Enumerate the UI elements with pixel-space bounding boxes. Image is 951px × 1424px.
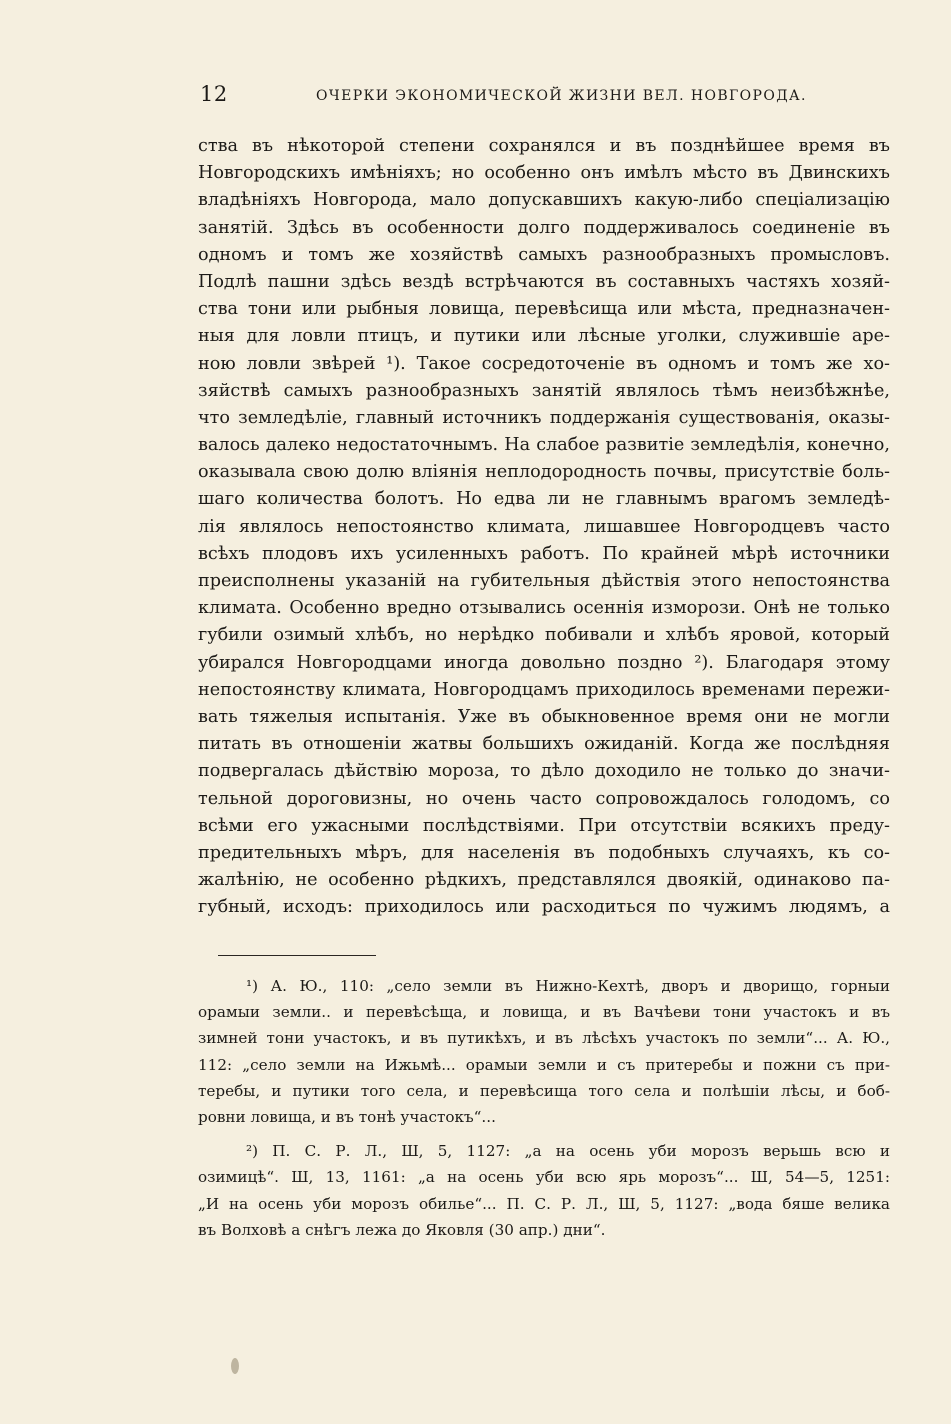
- footnotes: [198, 973, 890, 1243]
- footnote-line: зимней тони участокъ, и въ путикѣхъ, и въ лѣсѣхъ участокъ по земли“... А. Ю.,: [198, 1029, 890, 1048]
- footnote-line: ¹) А. Ю., 110: „село земли въ Нижно-Кехтѣ, дворъ и дворищо, горныи: [246, 977, 890, 995]
- text-line: подвергалась дѣйствію мороза, то дѣло доходило не только до значи-: [198, 761, 890, 782]
- text-line: занятій. Здѣсь въ особенности долго поддерживалось соединеніе въ: [198, 217, 890, 238]
- text-line: тельной дороговизны, но очень часто сопровождалось голодомъ, со: [198, 788, 890, 809]
- text-line: преисполнены указаній на губительныя дѣйствія этого непостоянства: [198, 571, 890, 591]
- text-line: губили озимый хлѣбъ, но нерѣдко побивали и хлѣбъ яровой, который: [198, 625, 890, 646]
- footnote-divider: [218, 955, 376, 956]
- text-line: владѣніяхъ Новгорода, мало допускавшихъ какую-либо спеціализацію: [198, 190, 890, 211]
- text-line: лія являлось непостоянство климата, лишавшее Новгородцевъ часто: [198, 516, 890, 537]
- footnote-line: ²) П. С. Р. Л., Ш, 5, 1127: „а на осень уби морозъ верьшь всю и: [246, 1142, 890, 1161]
- text-line: зяйствѣ самыхъ разнообразныхъ занятій являлось тѣмъ неизбѣжнѣе,: [198, 380, 890, 401]
- footnote-line: озимицѣ“. Ш, 13, 1161: „а на осень уби всю ярь морозъ“... Ш, 54—5, 1251:: [198, 1168, 890, 1187]
- page-number: 12: [200, 82, 228, 106]
- text-line: одномъ и томъ же хозяйствѣ самыхъ разнообразныхъ промысловъ.: [198, 244, 890, 265]
- text-line: валось далеко недостаточнымъ. На слабое развитіе земледѣлія, конечно,: [198, 435, 890, 456]
- text-line: ныя для ловли птицъ, и путики или лѣсные уголки, служившіе аре-: [198, 326, 890, 347]
- page-header: [200, 82, 890, 112]
- text-line: всѣхъ плодовъ ихъ усиленныхъ работъ. По крайней мѣрѣ источники: [198, 543, 890, 564]
- main-text: [198, 133, 890, 921]
- text-line: Подлѣ пашни здѣсь вездѣ встрѣчаются въ составныхъ частяхъ хозяй-: [198, 271, 890, 292]
- text-line: непостоянству климата, Новгородцамъ приходилось временами пережи-: [198, 679, 890, 700]
- text-line: питать въ отношеніи жатвы большихъ ожиданій. Когда же послѣдняя: [198, 734, 890, 755]
- text-line: предительныхъ мѣръ, для населенія въ подобныхъ случаяхъ, къ со-: [198, 842, 890, 863]
- text-line: ства въ нѣкоторой степени сохранялся и въ позднѣйшее время въ: [198, 136, 890, 156]
- footnote-line: 112: „село земли на Ижьмѣ... орамыи земли и съ притеребы и пожни съ при-: [198, 1055, 890, 1074]
- text-line: оказывала свою долю вліянія неплодородность почвы, присутствіе боль-: [198, 462, 890, 483]
- text-line: климата. Особенно вредно отзывались осеннія изморози. Онѣ не только: [198, 598, 890, 619]
- text-line: жалѣнію, не особенно рѣдкихъ, представлялся двоякій, одинаково па-: [198, 870, 890, 891]
- footnote-line: ровни ловища, и въ тонѣ участокъ“...: [198, 1107, 496, 1126]
- text-line: губный, исходъ: приходилось или расходиться по чужимъ людямъ, а: [198, 897, 890, 918]
- text-line: всѣми его ужасными послѣдствіями. При отсутствіи всякихъ преду-: [198, 815, 890, 836]
- footnote-line: „И на осень уби морозъ обилье“... П. С. Р. Л., Ш, 5, 1127: „вода бяше велика: [198, 1194, 890, 1213]
- footnote-1: [198, 973, 890, 1130]
- text-line: ства тони или рыбныя ловища, перевѣсища или мѣста, предназначен-: [198, 299, 890, 320]
- ink-smudge: [231, 1358, 239, 1374]
- footnote-2: [198, 1138, 890, 1243]
- text-line: шаго количества болотъ. Но едва ли не главнымъ врагомъ земледѣ-: [198, 489, 890, 510]
- footnote-line: въ Волховѣ а снѣгъ лежа до Яковля (30 апр.) дни“.: [198, 1220, 606, 1239]
- text-line: Новгородскихъ имѣніяхъ; но особенно онъ имѣлъ мѣсто въ Двинскихъ: [198, 163, 890, 184]
- text-line: что земледѣліе, главный источникъ поддержанія существованія, оказы-: [198, 407, 890, 428]
- footnote-line: теребы, и путики того села, и перевѣсища того села и полѣшіи лѣсы, и боб-: [198, 1081, 890, 1100]
- text-line: убирался Новгородцами иногда довольно поздно ²). Благодаря этому: [198, 652, 890, 673]
- text-line: вать тяжелыя испытанія. Уже въ обыкновенное время они не могли: [198, 706, 890, 727]
- footnote-line: орамыи земли.. и перевѣсѣща, и ловища, и въ Вачѣеви тони участокъ и въ: [198, 1003, 890, 1022]
- running-title: ОЧЕРКИ ЭКОНОМИЧЕСКОЙ ЖИЗНИ ВЕЛ. НОВГОРОДА.: [316, 88, 807, 104]
- text-line: ною ловли звѣрей ¹). Такое сосредоточеніе въ одномъ и томъ же хо-: [198, 353, 890, 374]
